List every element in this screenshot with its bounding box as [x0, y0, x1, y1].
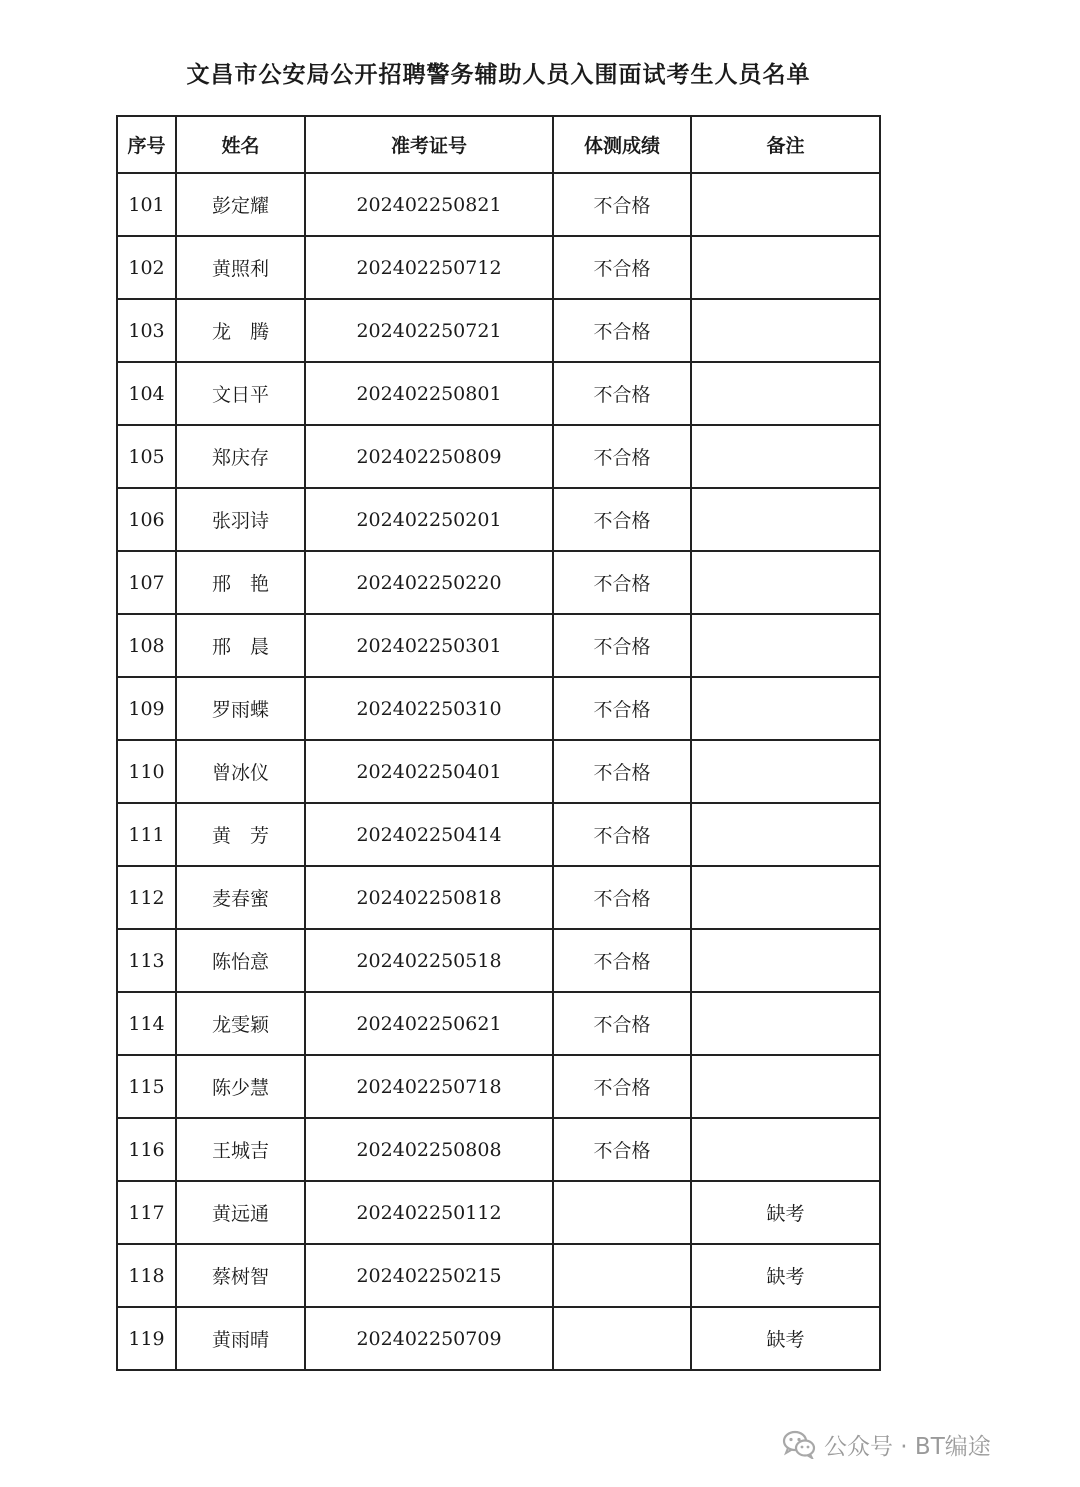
cell-seq: 106	[117, 488, 176, 551]
cell-exam-id: 202402250721	[305, 299, 553, 362]
cell-name: 郑庆存	[176, 425, 305, 488]
cell-score: 不合格	[553, 992, 691, 1055]
cell-exam-id: 202402250821	[305, 173, 553, 236]
cell-note	[691, 677, 880, 740]
table-row	[117, 1055, 880, 1118]
cell-exam-id: 202402250709	[305, 1307, 553, 1370]
cell-name: 陈少慧	[176, 1055, 305, 1118]
cell-exam-id: 202402250215	[305, 1244, 553, 1307]
cell-exam-id: 202402250301	[305, 614, 553, 677]
cell-name: 黄照利	[176, 236, 305, 299]
cell-seq: 101	[117, 173, 176, 236]
cell-note	[691, 1055, 880, 1118]
cell-score: 不合格	[553, 425, 691, 488]
cell-score	[553, 1244, 691, 1307]
cell-seq: 103	[117, 299, 176, 362]
table-row	[117, 488, 880, 551]
cell-name: 罗雨蝶	[176, 677, 305, 740]
cell-seq: 108	[117, 614, 176, 677]
cell-score: 不合格	[553, 1055, 691, 1118]
cell-exam-id: 202402250718	[305, 1055, 553, 1118]
table-header-row	[117, 116, 880, 173]
cell-name: 邢 晨	[176, 614, 305, 677]
table-row	[117, 803, 880, 866]
cell-name: 陈怡意	[176, 929, 305, 992]
cell-note	[691, 992, 880, 1055]
header-exam-id: 准考证号	[305, 116, 553, 173]
cell-exam-id: 202402250712	[305, 236, 553, 299]
cell-name: 张羽诗	[176, 488, 305, 551]
cell-score: 不合格	[553, 362, 691, 425]
page-title: 文昌市公安局公开招聘警务辅助人员入围面试考生人员名单	[186, 62, 811, 88]
cell-seq: 102	[117, 236, 176, 299]
table-row	[117, 173, 880, 236]
cell-name: 黄雨晴	[176, 1307, 305, 1370]
table-row	[117, 677, 880, 740]
table-row	[117, 1307, 880, 1370]
cell-seq: 112	[117, 866, 176, 929]
header-seq: 序号	[117, 116, 176, 173]
table-row	[117, 425, 880, 488]
cell-note	[691, 614, 880, 677]
cell-name: 彭定耀	[176, 173, 305, 236]
header-note: 备注	[691, 116, 880, 173]
cell-score: 不合格	[553, 740, 691, 803]
cell-note: 缺考	[691, 1244, 880, 1307]
cell-score: 不合格	[553, 299, 691, 362]
table-row	[117, 299, 880, 362]
cell-note	[691, 236, 880, 299]
cell-note	[691, 803, 880, 866]
cell-seq: 119	[117, 1307, 176, 1370]
cell-score: 不合格	[553, 236, 691, 299]
cell-seq: 117	[117, 1181, 176, 1244]
cell-name: 麦春蜜	[176, 866, 305, 929]
cell-name: 蔡树智	[176, 1244, 305, 1307]
table-row	[117, 551, 880, 614]
cell-name: 黄 芳	[176, 803, 305, 866]
cell-name: 邢 艳	[176, 551, 305, 614]
cell-score: 不合格	[553, 803, 691, 866]
cell-name: 龙雯颖	[176, 992, 305, 1055]
cell-seq: 115	[117, 1055, 176, 1118]
cell-score	[553, 1307, 691, 1370]
table-row	[117, 1181, 880, 1244]
cell-exam-id: 202402250518	[305, 929, 553, 992]
cell-note	[691, 173, 880, 236]
cell-note	[691, 551, 880, 614]
cell-note	[691, 362, 880, 425]
cell-score: 不合格	[553, 866, 691, 929]
cell-score: 不合格	[553, 929, 691, 992]
cell-note	[691, 866, 880, 929]
cell-exam-id: 202402250818	[305, 866, 553, 929]
cell-name: 黄远通	[176, 1181, 305, 1244]
cell-score: 不合格	[553, 551, 691, 614]
cell-seq: 109	[117, 677, 176, 740]
cell-exam-id: 202402250112	[305, 1181, 553, 1244]
cell-exam-id: 202402250801	[305, 362, 553, 425]
cell-note: 缺考	[691, 1181, 880, 1244]
cell-score: 不合格	[553, 614, 691, 677]
cell-note	[691, 425, 880, 488]
table-row	[117, 614, 880, 677]
cell-note	[691, 740, 880, 803]
cell-name: 龙 腾	[176, 299, 305, 362]
cell-seq: 107	[117, 551, 176, 614]
cell-seq: 104	[117, 362, 176, 425]
cell-seq: 114	[117, 992, 176, 1055]
cell-note	[691, 488, 880, 551]
cell-seq: 118	[117, 1244, 176, 1307]
cell-note	[691, 1118, 880, 1181]
cell-score: 不合格	[553, 488, 691, 551]
table-row	[117, 362, 880, 425]
header-score: 体测成绩	[553, 116, 691, 173]
table-row	[117, 1118, 880, 1181]
cell-name: 王城吉	[176, 1118, 305, 1181]
header-name: 姓名	[176, 116, 305, 173]
table-row	[117, 236, 880, 299]
cell-exam-id: 202402250401	[305, 740, 553, 803]
cell-exam-id: 202402250414	[305, 803, 553, 866]
cell-seq: 116	[117, 1118, 176, 1181]
table-row	[117, 929, 880, 992]
watermark-text: 公众号 · BT编途	[824, 1433, 991, 1460]
table-row	[117, 740, 880, 803]
table-body	[117, 173, 880, 1370]
cell-note: 缺考	[691, 1307, 880, 1370]
watermark	[782, 1424, 991, 1464]
candidate-table	[116, 115, 881, 1371]
wechat-icon	[782, 1429, 816, 1459]
cell-exam-id: 202402250201	[305, 488, 553, 551]
cell-score: 不合格	[553, 173, 691, 236]
cell-exam-id: 202402250310	[305, 677, 553, 740]
cell-seq: 105	[117, 425, 176, 488]
table-row	[117, 992, 880, 1055]
cell-seq: 111	[117, 803, 176, 866]
cell-seq: 110	[117, 740, 176, 803]
table-row	[117, 866, 880, 929]
cell-score: 不合格	[553, 1118, 691, 1181]
cell-note	[691, 929, 880, 992]
table-row	[117, 1244, 880, 1307]
cell-seq: 113	[117, 929, 176, 992]
cell-note	[691, 299, 880, 362]
cell-exam-id: 202402250809	[305, 425, 553, 488]
cell-exam-id: 202402250220	[305, 551, 553, 614]
cell-name: 曾冰仪	[176, 740, 305, 803]
cell-exam-id: 202402250621	[305, 992, 553, 1055]
cell-score	[553, 1181, 691, 1244]
cell-score: 不合格	[553, 677, 691, 740]
cell-name: 文日平	[176, 362, 305, 425]
cell-exam-id: 202402250808	[305, 1118, 553, 1181]
